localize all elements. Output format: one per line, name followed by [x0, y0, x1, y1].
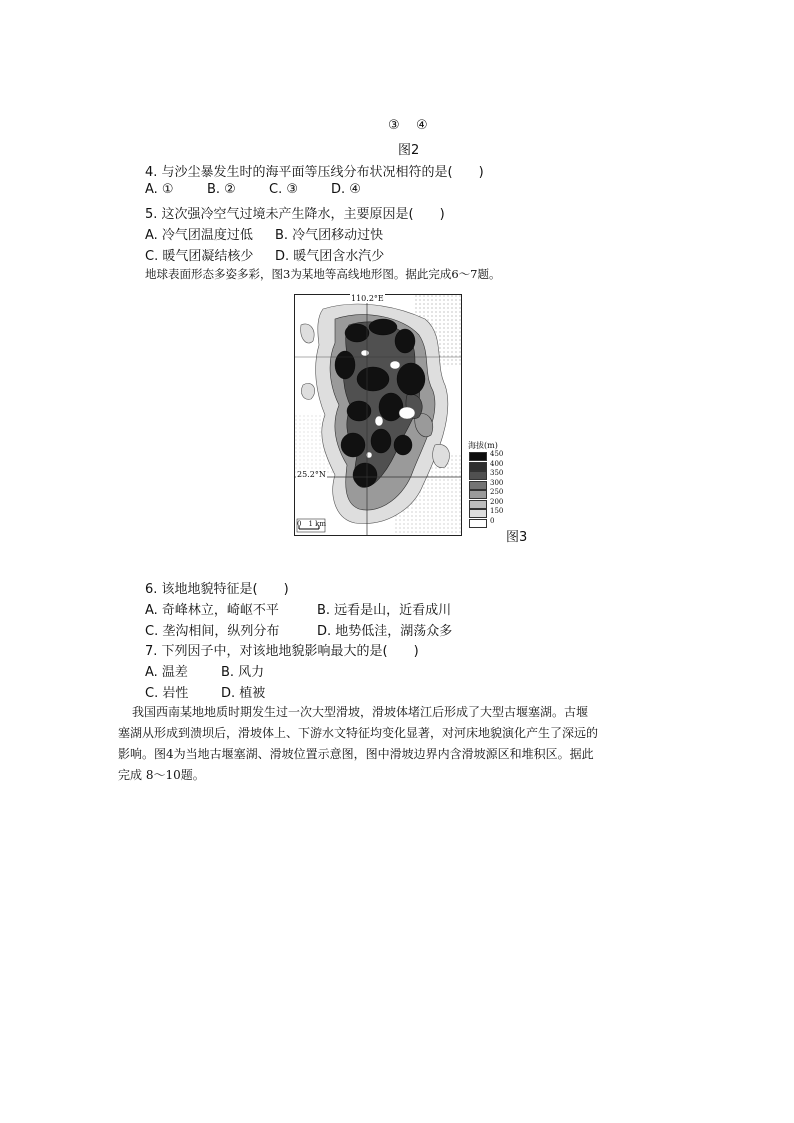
q6-option-b[interactable]: B. 远看是山，近看成川	[317, 603, 452, 618]
question-5-options-row2	[145, 245, 384, 264]
question-6-options-row2	[145, 620, 452, 639]
legend-swatch-150	[469, 509, 487, 518]
q6-option-a[interactable]: A. 奇峰林立，崎岖不平	[145, 603, 279, 618]
question-5-options-row1	[145, 224, 383, 243]
option-label-4: ④	[416, 118, 428, 133]
q7-option-a[interactable]: A. 温差	[145, 665, 188, 680]
q4-option-b[interactable]: B. ②	[207, 182, 236, 197]
latitude-label: 25.2°N	[297, 470, 326, 479]
intro-2-text-1: 我国西南某地地质时期发生过一次大型滑坡，滑坡体堵江后形成了大型古堰塞湖。古堰	[132, 705, 589, 719]
q4-option-a[interactable]: A. ①	[145, 182, 174, 197]
question-6-options-row1	[145, 599, 451, 618]
legend-label-400: 400	[490, 459, 504, 468]
legend-label-200: 200	[490, 497, 504, 506]
legend-label-0: 0	[490, 516, 495, 525]
legend-swatch-400	[469, 462, 487, 471]
q5-option-d[interactable]: D. 暖气团含水汽少	[275, 249, 385, 264]
question-7-stem: 7. 下列因子中，对该地地貌影响最大的是( )	[145, 644, 419, 659]
question-7-options-row2	[145, 682, 265, 701]
contour-map	[294, 294, 462, 536]
legend-swatch-350	[469, 471, 487, 480]
q6-option-d[interactable]: D. 地势低洼，湖荡众多	[317, 624, 453, 639]
legend-label-300: 300	[490, 478, 504, 487]
intro-paragraph-2-line-4: 完成 8～10题。	[118, 768, 205, 782]
longitude-label: 110.2°E	[351, 294, 384, 303]
q5-option-c[interactable]: C. 暖气团凝结核少	[145, 249, 254, 264]
intro-paragraph-2-line-3: 影响。图4为当地古堰塞湖、滑坡位置示意图，图中滑坡边界内含滑坡源区和堆积区。据此	[118, 747, 594, 761]
q7-option-b[interactable]: B. 风力	[221, 665, 265, 680]
legend-title: 海拔(m)	[468, 441, 498, 450]
intro-paragraph-2-line-1	[118, 702, 588, 723]
q7-option-c[interactable]: C. 岩性	[145, 686, 189, 701]
legend-label-150: 150	[490, 507, 504, 515]
figure-3-caption: 图3	[506, 530, 528, 545]
legend-label-350: 350	[490, 469, 504, 477]
legend-swatch-250	[469, 490, 487, 499]
q7-option-d[interactable]: D. 植被	[221, 686, 266, 701]
question-6-stem: 6. 该地地貌特征是( )	[145, 582, 289, 597]
q5-option-a[interactable]: A. 冷气团温度过低	[145, 228, 253, 243]
scale-bar-label: 0 1 km	[297, 520, 327, 528]
legend-label-250: 250	[490, 488, 504, 496]
contour-map-graphic	[295, 295, 461, 535]
question-4-stem: 4. 与沙尘暴发生时的海平面等压线分布状况相符的是( )	[145, 165, 484, 180]
legend-swatch-0	[469, 519, 487, 528]
option-label-3: ③	[388, 118, 400, 133]
intro-paragraph-1: 地球表面形态多姿多彩，图3为某地等高线地形图。据此完成6～7题。	[145, 267, 501, 281]
legend-swatch-450	[469, 452, 487, 461]
question-7-options-row1	[145, 661, 264, 680]
q4-option-d[interactable]: D. ④	[331, 182, 361, 197]
intro-paragraph-2-line-2: 塞湖从形成到溃坝后，滑坡体上、下游水文特征均变化显著，对河床地貌演化产生了深远的	[118, 726, 599, 740]
legend-swatch-200	[469, 500, 487, 509]
legend-label-450: 450	[490, 450, 504, 458]
q4-option-c[interactable]: C. ③	[269, 182, 298, 197]
legend-swatch-300	[469, 481, 487, 490]
question-5-stem: 5. 这次强冷空气过境未产生降水，主要原因是( )	[145, 207, 445, 222]
q5-option-b[interactable]: B. 冷气团移动过快	[275, 228, 384, 243]
question-4-options	[145, 182, 361, 197]
q6-option-c[interactable]: C. 垄沟相间，纵列分布	[145, 624, 280, 639]
figure-2-caption: 图2	[398, 143, 420, 158]
